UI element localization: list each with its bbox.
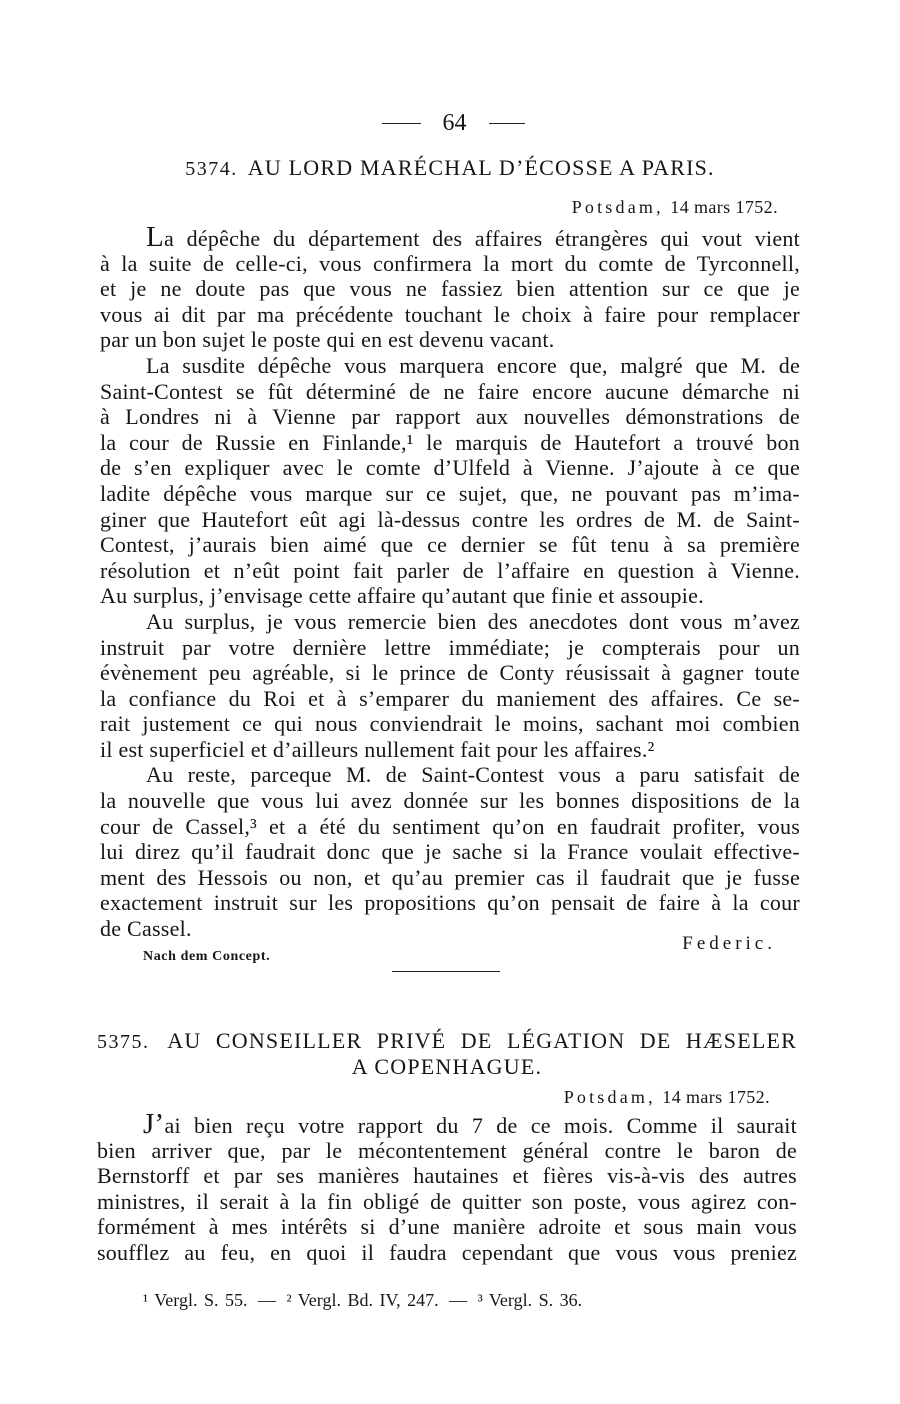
page-number: 64 (442, 110, 467, 136)
text-line: de Cassel. (100, 916, 192, 942)
footnote-2 (286, 1290, 438, 1310)
letter-signature: Federic. (682, 933, 776, 954)
letter-number: 5375. (97, 1031, 150, 1053)
text-line: à la suite de celle-ci, vous confirmera la mort du comte de Tyrconnell, (100, 250, 800, 276)
letter-heading-line (97, 1054, 797, 1080)
text-line: soufflez au feu, en quoi il faudra cependant que vous vous preniez (97, 1239, 797, 1265)
text-line: la nouvelle que vous lui avez donnée sur les bonnes dispositions de la (100, 788, 800, 814)
letter-heading (100, 155, 800, 181)
letter-body (97, 1108, 797, 1266)
footnote-mark: ³ (477, 1291, 483, 1310)
footnote-text: Vergl. S. 36. (488, 1290, 583, 1310)
text-line: ment des Hessois ou non, et qu’au premier cas il faudrait que je fusse (100, 864, 800, 890)
text-line: ladite dépêche vous marque sur ce sujet, que, ne pouvant pas m’ima- (100, 480, 800, 506)
paragraph (100, 353, 800, 609)
page-number-dash-right (489, 123, 525, 124)
text-line: à Londres ni à Vienne par rapport aux nouvelles démonstrations de (100, 404, 800, 430)
text-line: par un bon sujet le poste qui en est devenu vacant. (100, 327, 555, 353)
paragraph (97, 1108, 797, 1266)
text-line: résolution et n’eût point fait parler de l’affaire en question à Vienne. (100, 557, 800, 583)
letter-addressee-place: A COPENHAGUE. (351, 1054, 543, 1079)
dateline-place: Potsdam, (571, 197, 664, 217)
text-line: bien arriver que, par le mécontentement général contre le baron de (97, 1137, 797, 1163)
text-line: formément à mes intérêts si d’une manière adroite et sous main vous (97, 1214, 797, 1240)
page-header (3, 108, 900, 138)
footnote-separator: — (449, 1290, 468, 1310)
letter-addressee: AU LORD MARÉCHAL D’ÉCOSSE A PARIS. (247, 155, 715, 180)
text-line: J’ai bien reçu votre rapport du 7 de ce mois. Comme il saurait (143, 1108, 797, 1140)
text-line: Au reste, parceque M. de Saint-Contest vous a paru satisfait de (146, 762, 800, 788)
text-line: Au surplus, j’envisage cette affaire qu’autant que finie et assoupie. (100, 583, 704, 609)
letter-heading-line (97, 1028, 797, 1054)
text-line: exactement instruit sur les propositions qu’on pensait de faire à la cour (100, 890, 800, 916)
paragraph (100, 609, 800, 763)
text-line: Bernstorff et par ses manières hautaines et fières vis-à-vis des autres (97, 1163, 797, 1189)
page-number-dash-left (382, 123, 421, 124)
letter-number: 5374. (185, 158, 238, 180)
text-line: vous ai dit par ma précédente touchant le choix à faire pour remplacer (100, 301, 800, 327)
letter-dateline (564, 1086, 770, 1108)
footnote-mark: ¹ (143, 1291, 149, 1310)
text-line: et je ne doute pas que vous ne fassiez bien attention sur ce que je (100, 276, 800, 302)
text-line: Saint-Contest se fût déterminé de ne faire encore aucune démarche ni (100, 378, 800, 404)
letter-body (100, 221, 800, 942)
text-line: lui direz qu’il faudrait donc que je sache si la France voulait effective- (100, 839, 800, 865)
text-line: La dépêche du département des affaires étrangères qui vout vient (146, 221, 800, 253)
paragraph (100, 221, 800, 353)
letter-separator-rule (392, 971, 500, 972)
footnote-1 (143, 1290, 247, 1310)
text-line: rait justement ce qui nous conviendrait le moins, sachant moi combien (100, 711, 800, 737)
footnote-text: Vergl. S. 55. (154, 1290, 248, 1310)
dateline-date: 14 mars 1752. (662, 1087, 770, 1107)
text-line: giner que Hautefort eût agi là-dessus contre les ordres de M. de Saint- (100, 506, 800, 532)
footnote-text: Vergl. Bd. IV, 247. (297, 1290, 439, 1310)
paragraph (100, 762, 800, 941)
dateline-date: 14 mars 1752. (670, 197, 778, 217)
dateline-place: Potsdam, (563, 1087, 656, 1107)
source-note: Nach dem Concept. (143, 949, 271, 964)
footnote-mark: ² (286, 1291, 292, 1310)
letter-heading-line (100, 155, 800, 181)
footnotes (143, 1289, 582, 1312)
text-line: La susdite dépêche vous marquera encore que, malgré que M. de (146, 352, 800, 378)
text-line: il est superficiel et d’ailleurs nullement fait pour les affaires.² (100, 736, 655, 762)
letter-heading (97, 1028, 797, 1080)
text-line: Au surplus, je vous remercie bien des anecdotes dont vous m’avez (146, 608, 800, 634)
text-line: la confiance du Roi et à s’emparer du maniement des affaires. Ce se- (100, 685, 800, 711)
text-line: cour de Cassel,³ et a été du sentiment qu’on en faudrait profiter, vous (100, 813, 800, 839)
text-line: évènement peu agréable, si le prince de Conty réusissait à gagner toute (100, 660, 800, 686)
footnote-3 (478, 1290, 582, 1310)
text-line: instruit par votre dernière lettre immédiate; je compterais pour un (100, 634, 800, 660)
letter-dateline (572, 196, 778, 218)
text-line: ministres, il serait à la fin obligé de quitter son poste, vous agirez con- (97, 1188, 797, 1214)
footnote-separator: — (257, 1290, 276, 1310)
text-line: la cour de Russie en Finlande,¹ le marquis de Hautefort a trouvé bon (100, 429, 800, 455)
letter-addressee: AU CONSEILLER PRIVÉ DE LÉGATION DE HÆSELER (167, 1028, 797, 1053)
text-line: Contest, j’aurais bien aimé que ce dernier se fût tenu à sa première (100, 532, 800, 558)
text-line: de s’en expliquer avec le comte d’Ulfeld à Vienne. J’ajoute à ce que (100, 455, 800, 481)
